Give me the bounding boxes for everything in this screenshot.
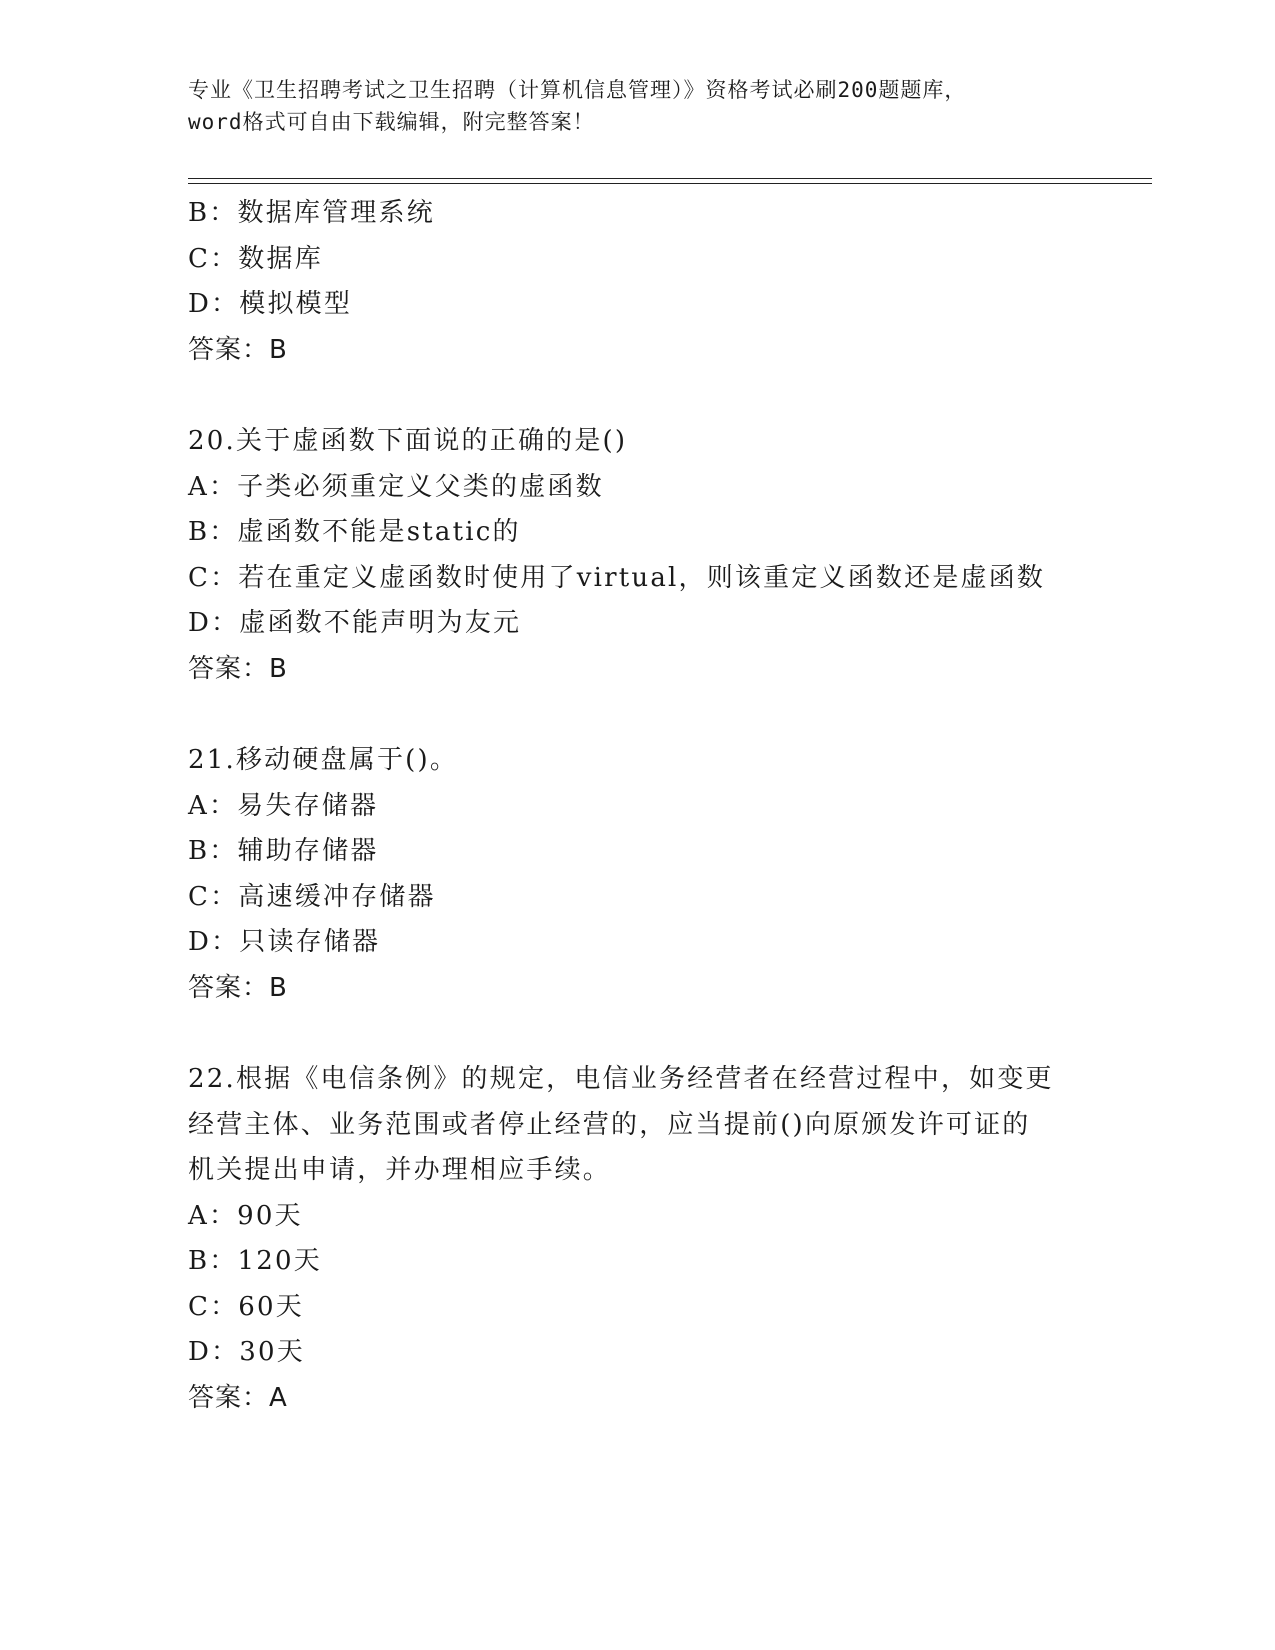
option-c: C：若在重定义虚函数时使用了virtual，则该重定义函数还是虚函数 [188,562,1046,593]
spacer [188,692,1088,738]
question-20 [188,419,1088,692]
header-rule-top [188,178,1152,179]
question-stem-line-2: 经营主体、业务范围或者停止经营的，应当提前()向原颁发许可证的 [188,1109,1031,1140]
option-b: B：120天 [188,1246,322,1276]
spacer [188,373,1088,419]
answer: 答案：A [188,1382,288,1413]
spacer [188,1011,1088,1057]
option-b: B：虚函数不能是static的 [188,517,521,547]
question-stem-line-3: 机关提出申请，并办理相应手续。 [188,1155,612,1185]
question-22 [188,1057,1088,1421]
option-d: D：模拟模型 [188,289,353,319]
answer: 答案：B [188,334,288,365]
option-d: D：虚函数不能声明为友元 [188,608,522,638]
question-stem-line-1: 22.根据《电信条例》的规定，电信业务经营者在经营过程中，如变更 [188,1064,1054,1094]
question-19-tail [188,191,1088,373]
answer: 答案：B [188,653,288,684]
question-list [188,191,1088,1421]
question-stem: 21.移动硬盘属于()。 [188,745,459,775]
header-title-line-1: 专业《卫生招聘考试之卫生招聘（计算机信息管理）》资格考试必刷200题题库， [188,78,967,102]
option-c: C：数据库 [188,243,323,274]
option-a: A：90天 [188,1200,303,1231]
document-header [188,74,1088,138]
question-stem: 20.关于虚函数下面说的正确的是() [188,426,628,456]
question-21 [188,738,1088,1011]
option-b: B：数据库管理系统 [188,198,435,228]
answer: 答案：B [188,972,288,1003]
header-rule-bottom [188,183,1152,184]
option-d: D：30天 [188,1337,305,1367]
option-c: C：高速缓冲存储器 [188,881,436,912]
header-title-line-2: word格式可自由下载编辑，附完整答案！ [188,110,595,134]
option-a: A：子类必须重定义父类的虚函数 [188,471,604,502]
option-a: A：易失存储器 [188,790,379,821]
option-d: D：只读存储器 [188,927,381,957]
option-b: B：辅助存储器 [188,836,379,866]
option-c: C：60天 [188,1291,304,1322]
